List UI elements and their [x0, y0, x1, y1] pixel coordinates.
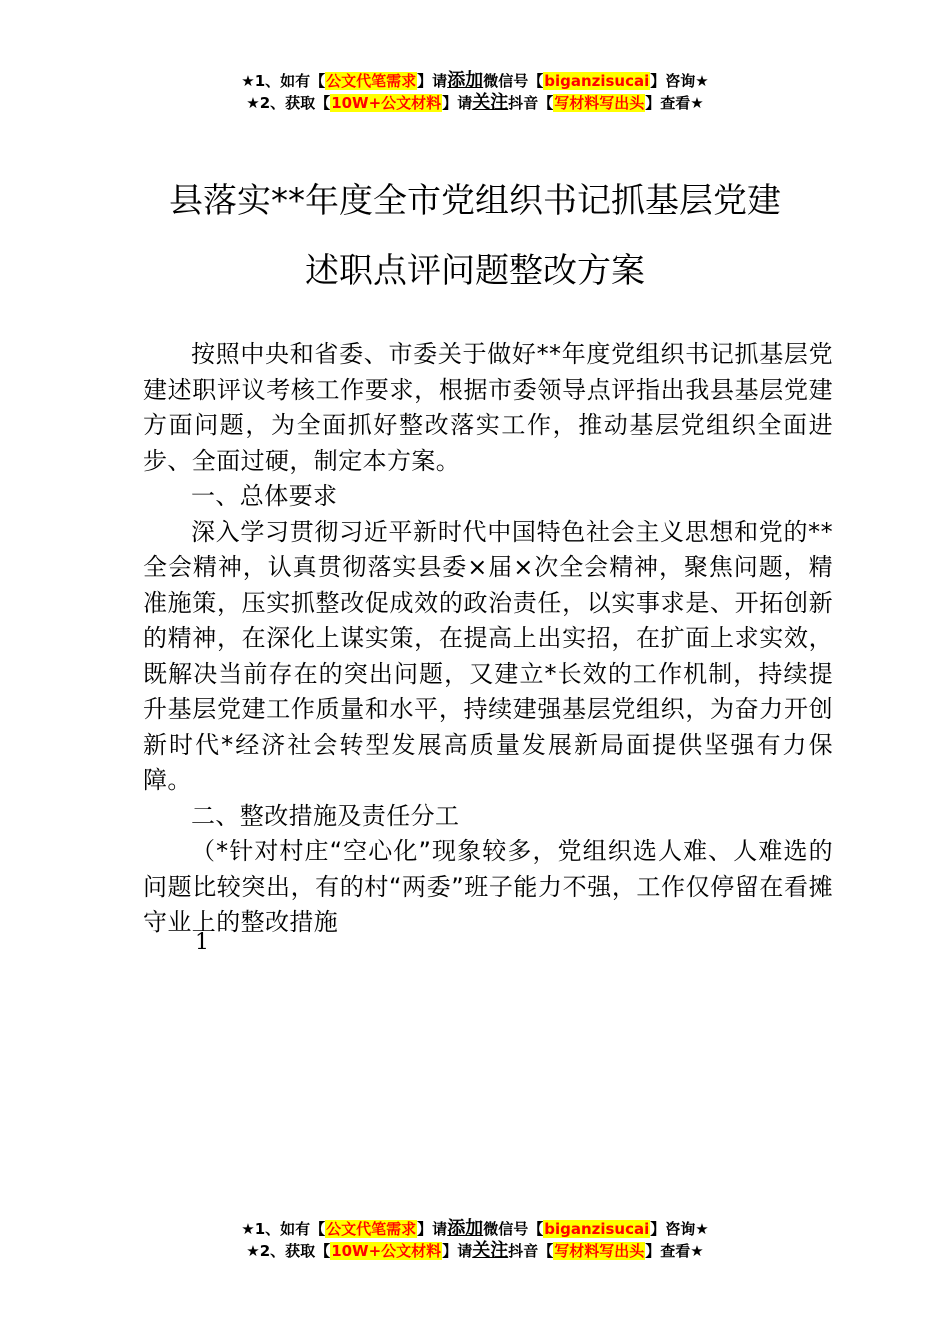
banner-line-1: [0, 1218, 950, 1240]
banner-emphasis: 添加: [447, 70, 484, 91]
section-heading-2: 二、整改措施及责任分工: [191, 801, 460, 830]
banner-text: 微信号【: [483, 1220, 544, 1238]
highlight-service: 公文代笔需求: [326, 1220, 417, 1238]
banner-text: 】请: [417, 72, 448, 90]
highlight-materials: 10W+公文材料: [331, 1242, 442, 1260]
banner-emphasis: 添加: [447, 1218, 484, 1239]
banner-text: 】咨询★: [650, 1220, 709, 1238]
banner-line-2: [0, 92, 950, 114]
banner-text: 】查看★: [645, 94, 704, 112]
paragraph-intro: 按照中央和省委、市委关于做好**年度党组织书记抓基层党建述职评议考核工作要求，根据市委领导点评指出我县基层党建方面问题，为全面抓好整改落实工作，推动基层党组织全面进步、全面过硬，制定本方案。: [143, 340, 833, 475]
paragraph-requirements: 深入学习贯彻习近平新时代中国特色社会主义思想和党的**全会精神，认真贯彻落实县委×届×次全会精神，聚焦问题，精准施策，压实抓整改促成效的政治责任，以实事求是、开拓创新的精神，在深化上谋实策，在提高上出实招，在扩面上求实效，既解决当前存在的突出问题，又建立*长效的工作机制，持续提升基层党建工作质量和水平，持续建强基层党组织，为奋力开创新时代*经济社会转型发展高质量发展新局面提供坚强有力保障。: [143, 517, 833, 794]
highlight-service: 公文代笔需求: [326, 72, 417, 90]
document-body: [143, 337, 833, 941]
banner-text: 】咨询★: [650, 72, 709, 90]
highlight-douyin: 写材料写出头: [554, 94, 645, 112]
paragraph-measures: （*针对村庄“空心化”现象较多，党组织选人难、人难选的问题比较突出，有的村“两委”班子能力不强，工作仅停留在看摊守业上的整改措施: [143, 837, 833, 936]
banner-text: 】查看★: [645, 1242, 704, 1260]
header-banner: [0, 70, 950, 114]
highlight-wechat-id: biganzisucai: [544, 1220, 650, 1238]
highlight-wechat-id: biganzisucai: [544, 72, 650, 90]
banner-line-2: [0, 1240, 950, 1262]
highlight-douyin: 写材料写出头: [554, 1242, 645, 1260]
footer-banner: [0, 1218, 950, 1262]
banner-text: ★1、如有【: [241, 72, 326, 90]
banner-text: 抖音【: [508, 94, 554, 112]
banner-text: 微信号【: [483, 72, 544, 90]
page-number: 1: [195, 930, 209, 955]
banner-line-1: [0, 70, 950, 92]
highlight-materials: 10W+公文材料: [331, 94, 442, 112]
document-title-line-1: 县落实**年度全市党组织书记抓基层党建: [169, 181, 781, 221]
banner-text: 】请: [417, 1220, 448, 1238]
section-heading-1: 一、总体要求: [191, 482, 338, 510]
banner-text: 抖音【: [508, 1242, 554, 1260]
banner-text: 】请: [442, 94, 473, 112]
banner-emphasis: 关注: [472, 1240, 509, 1261]
document-title-line-2: 述职点评问题整改方案: [305, 251, 645, 291]
banner-emphasis: 关注: [472, 92, 509, 113]
banner-text: ★2、获取【: [246, 94, 331, 112]
banner-text: ★1、如有【: [241, 1220, 326, 1238]
banner-text: 】请: [442, 1242, 473, 1260]
banner-text: ★2、获取【: [246, 1242, 331, 1260]
